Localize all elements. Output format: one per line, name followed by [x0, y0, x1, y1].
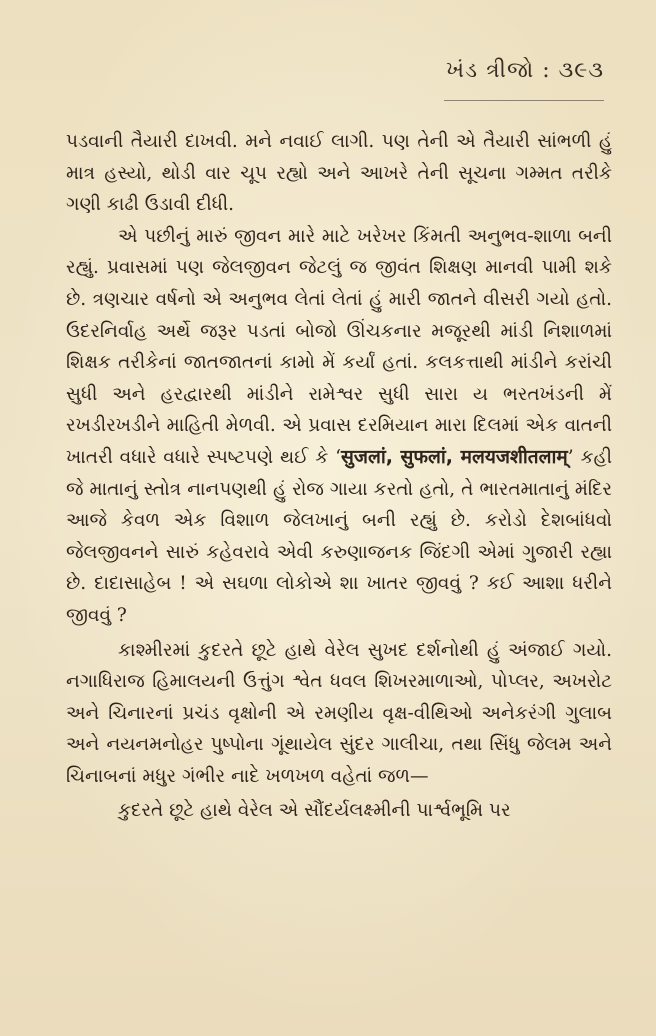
paragraph-2: [66, 221, 612, 632]
paragraph-3: કાશ્મીરમાં કુદરતે છૂટે હાથે વેરેલ સુખદ દર્શનોથી હું અંજાઈ ગયો. નગાધિરાજ હિમાલયની ઉત્તુંગ શ્વેત ધવલ શિખરમાળાઓ, પોપ્લર, અખરોટ અને ચિનારનાં પ્રચંડ વૃક્ષોની એ રમણીય વૃક્ષ-વીથિઓ અનેકરંગી ગુલાબ અને નયનમનોહર પુષ્પોના ગૂંથાયેલ સુંદર ગાલીચા, તથા સિંધુ જેલમ અને ચિનાબનાં મધુર ગંભીર નાદે ખળખળ વહેતાં જળ—: [66, 639, 612, 787]
sanskrit-quote: सुजलां, सुफलां, मलयजशीतलाम्: [341, 445, 568, 468]
paragraph-2-text-before: એ પછીનું મારું જીવન મારે માટે ખરેખર કિંમતી અનુભવ-શાળા બની રહ્યું. પ્રવાસમાં પણ જેલજીવન જેટલું જ જીવંત શિક્ષણ માનવી પામી શકે છે. ત્રણચાર વર્ષનો એ અનુભવ લેતાં લેતાં હું મારી જાતને વીસરી ગયો હતો. ઉદરનિર્વાહ અર્થે જરૂર પડતાં બોજો ઊંચકનાર મજૂરથી માંડી નિશાળમાં શિક્ષક તરીકેનાં જાતજાતનાં કામો મેં કર્યાં હતાં. કલકત્તાથી માંડીને કરાંચી સુધી અને હરદ્વારથી માંડીને રામેશ્વર સુધી સારા ય ભરતખંડની મેં રખડીરખડીને માહિતી મેળવી. એ પ્રવાસ દરમિયાન મારા દિલમાં એક વાતની ખાતરી વધારે વધારે સ્પષ્ટપણે થઈ કે ‘: [66, 225, 612, 468]
paragraph-4: કુદરતે છૂટે હાથે વેરેલ એ સૌંદર્યલક્ષ્મીની પાર્શ્વભૂમિ પર: [118, 800, 511, 822]
header-rule: [444, 100, 604, 101]
paragraph-2-text-after: ’ કહી જે માતાનું સ્તોત્ર નાનપણથી હું રોજ ગાયા કરતો હતો, તે ભારતમાતાનું મંદિર આજે કેવળ એક વિશાળ જેલખાનું બની રહ્યું છે. કરોડો દેશબાંધવો જેલજીવનને સારું કહેવરાવે એવી કરુણાજનક જિંદગી એમાં ગુજારી રહ્યા છે. દાદાસાહેબ ! એ સઘળા લોકોએ શા ખાતર જીવવું ? કઈ આશા ધરીને જીવવું ?: [66, 446, 612, 626]
running-head: ખંડ ત્રીજો : ૩૯૩: [445, 58, 604, 83]
paragraph-1: પડવાની તૈયારી દાખવી. મને નવાઈ લાગી. પણ તેની એ તૈયારી સાંભળી હું માત્ર હસ્યો, થોડી વાર ચૂપ રહ્યો અને આખરે તેની સૂચના ગમ્મત તરીકે ગણી કાઢી ઉડાવી દીધી.: [66, 131, 612, 216]
body-text: [66, 126, 612, 827]
